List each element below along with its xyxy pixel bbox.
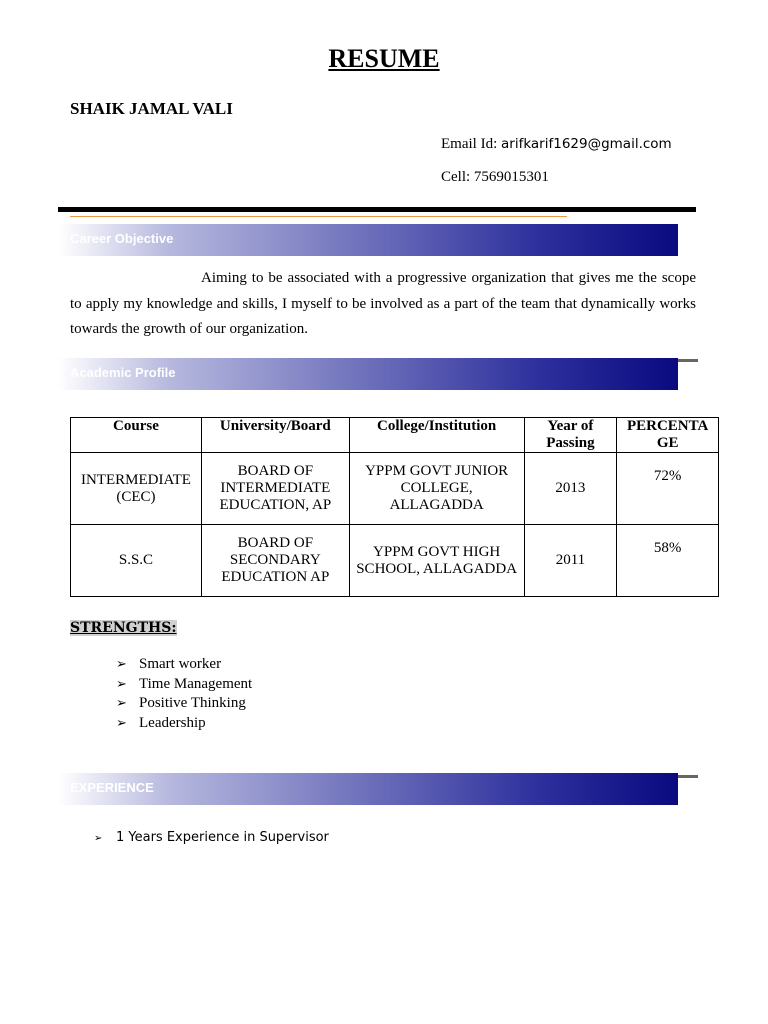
arrow-bullet-icon: ➢ — [116, 695, 127, 711]
email-line — [441, 136, 672, 153]
header-year: Year of Passing — [524, 418, 617, 453]
career-objective-banner — [58, 224, 678, 256]
header-college: College/Institution — [349, 418, 524, 453]
cell-year: 2013 — [524, 453, 617, 525]
experience-heading: EXPERIENCE — [70, 780, 154, 795]
cell-year: 2011 — [524, 525, 617, 597]
candidate-name: SHAIK JAMAL VALI — [70, 99, 233, 118]
resume-title: RESUME — [328, 44, 440, 73]
strength-label: Time Management — [139, 675, 253, 692]
objective-paragraph — [70, 266, 696, 343]
header-percentage: PERCENTAGE — [617, 418, 719, 453]
cell-course: INTERMEDIATE (CEC) — [71, 453, 202, 525]
cell-course: S.S.C — [71, 525, 202, 597]
list-item — [116, 693, 252, 713]
header-divider — [58, 207, 696, 212]
cell-line — [441, 169, 549, 186]
academic-profile-banner — [58, 358, 678, 390]
email-label: Email Id: — [441, 136, 498, 152]
cell-value: 7569015301 — [473, 169, 549, 185]
arrow-bullet-icon: ➢ — [116, 715, 127, 731]
header-course: Course — [71, 418, 202, 453]
cell-percentage: 58% — [617, 525, 719, 597]
experience-banner — [58, 773, 678, 805]
table-header-row — [71, 418, 719, 453]
strength-label: Smart worker — [139, 656, 222, 672]
list-item — [116, 713, 252, 733]
table-row — [71, 453, 719, 525]
arrow-bullet-icon: ➢ — [116, 675, 127, 691]
cell-college: YPPM GOVT JUNIOR COLLEGE, ALLAGADDA — [349, 453, 524, 525]
objective-text: Aiming to be associated with a progressive organization that gives me the scope to apply my knowledge and skills, I myself to be involved as a part of the team that dynamically works towards the growth of our organization. — [70, 270, 696, 337]
experience-text: 1 Years Experience in Supervisor — [116, 830, 329, 845]
strengths-list — [116, 654, 252, 733]
strength-label: Leadership — [139, 715, 206, 732]
career-objective-heading: Career Objective — [70, 231, 174, 246]
strengths-heading: STRENGTHS: — [70, 620, 177, 636]
cell-percentage: 72% — [617, 453, 719, 525]
table-row — [71, 525, 719, 597]
banner-tail — [678, 775, 698, 778]
email-value[interactable]: arifkarif1629@gmail.com — [501, 136, 672, 152]
arrow-bullet-icon: ➢ — [94, 833, 103, 844]
cell-board: BOARD OF SECONDARY EDUCATION AP — [201, 525, 349, 597]
experience-item — [94, 830, 329, 845]
cell-label: Cell: — [441, 169, 471, 185]
academic-profile-heading: Academic Profile — [70, 365, 176, 380]
list-item — [116, 654, 252, 674]
arrow-bullet-icon: ➢ — [116, 656, 127, 671]
banner-tail — [678, 359, 698, 362]
cell-college: YPPM GOVT HIGH SCHOOL, ALLAGADDA — [349, 525, 524, 597]
header-board: University/Board — [201, 418, 349, 453]
cell-board: BOARD OF INTERMEDIATE EDUCATION, AP — [201, 453, 349, 525]
list-item — [116, 674, 252, 694]
strength-label: Positive Thinking — [139, 695, 246, 712]
academic-table — [70, 417, 719, 597]
accent-divider — [70, 216, 567, 217]
